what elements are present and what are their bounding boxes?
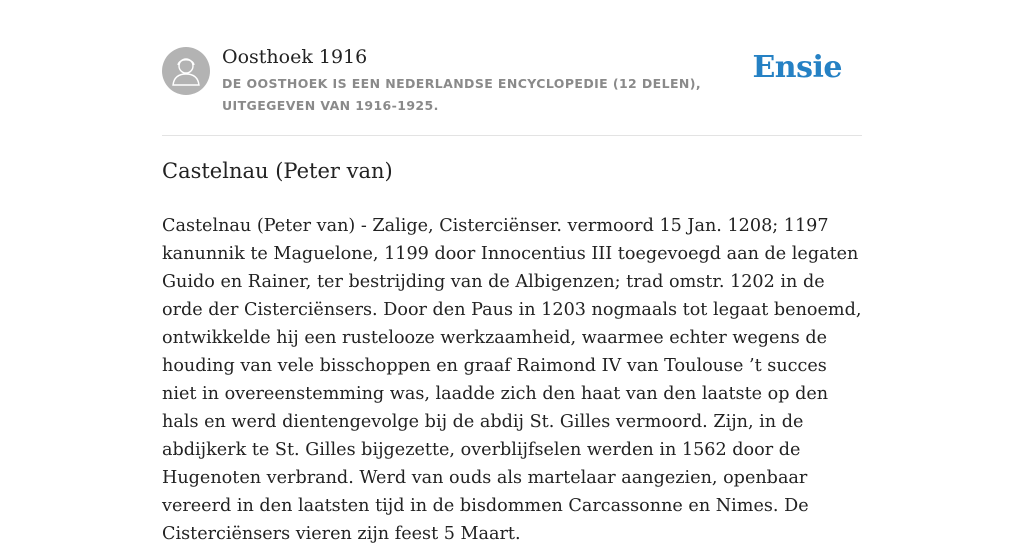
article-body: Castelnau (Peter van) - Zalige, Cisterciënser. vermoord 15 Jan. 1208; 1197 kanunnik te Maguelone, 1199 door Innocentius III toegevoegd aan de legaten Guido en Rainer, ter bestrijding van de Albigenzen; trad omstr. 1202 in de orde der Cisterciënsers. Door den Paus in 1203 nogmaals tot legaat benoemd, ontwikkelde hij een rustelooze werkzaamheid, waarmee echter wegens de houding van vele bisschoppen en graaf Raimond IV van Toulouse ’t succes niet in overeenstemming was, laadde zich den haat van den laatste op den hals en werd dientengevolge bij de abdij St. Gilles vermoord. Zijn, in de abdijkerk te St. Gilles bijgezette, overblijfselen werden in 1562 door de Hugenoten verbrand. Werd van ouds als martelaar aangezien, openbaar vereerd in den laatsten tijd in de bisdommen Carcassonne en Nimes. De Cisterciënsers vieren zijn feest 5 Maart. xyxy=(162,216,862,544)
source-title[interactable]: Oosthoek 1916 xyxy=(222,46,368,68)
source-description: DE OOSTHOEK IS EEN NEDERLANDSE ENCYCLOPEDIE (12 DELEN), UITGEGEVEN VAN 1916-1925. xyxy=(222,76,702,113)
header-divider xyxy=(162,135,862,136)
user-avatar-icon xyxy=(162,47,210,95)
article-title: Castelnau (Peter van) xyxy=(162,159,393,183)
ensie-logo-link[interactable]: Ensie xyxy=(752,50,842,85)
source-header xyxy=(162,44,862,136)
